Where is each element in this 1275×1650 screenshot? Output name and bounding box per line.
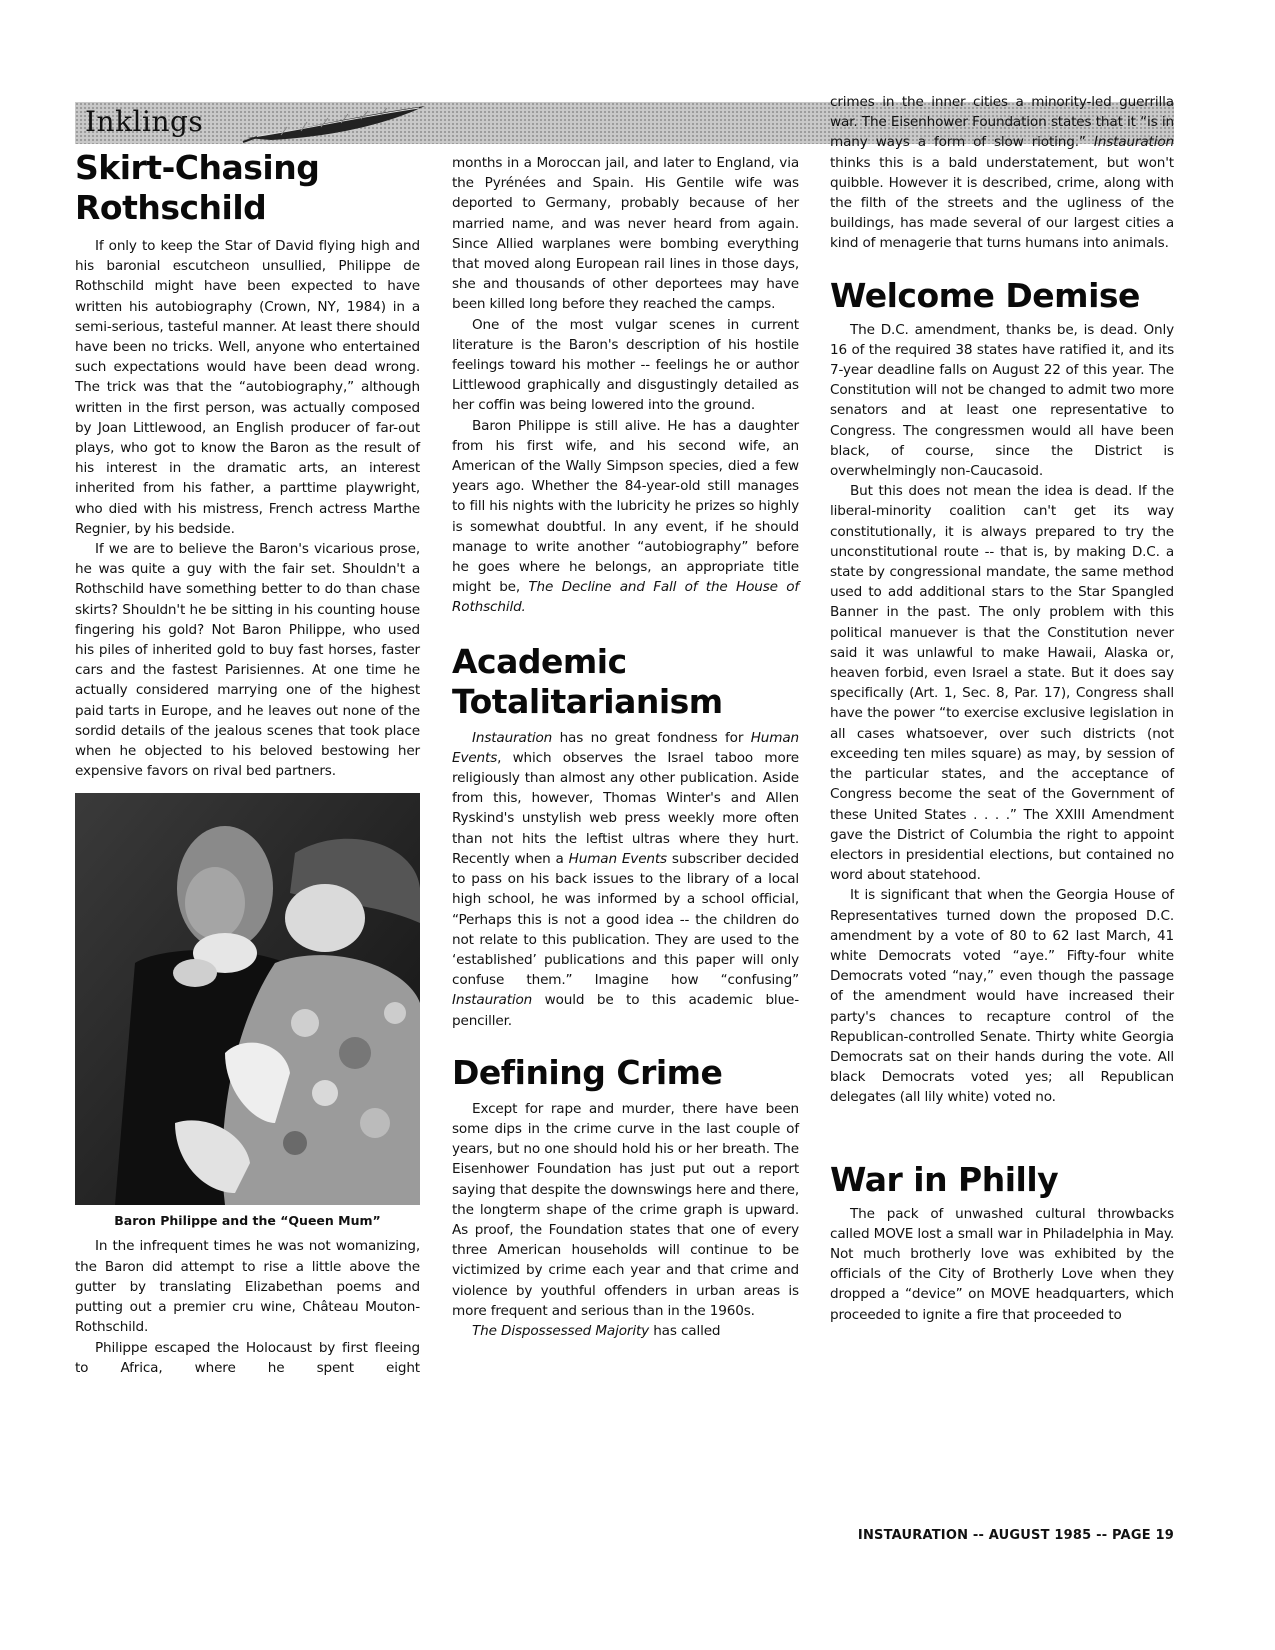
paragraph — [830, 92, 1174, 254]
section-label: Inklings — [85, 105, 204, 138]
paragraph: If we are to believe the Baron's vicarious prose, he was quite a guy with the fair set. Shouldn't a Rothschild have something better to do than chase skirts? Shouldn't he be sitting in his counting house fingering his gold? Not Baron Philippe, who used his piles of inherited gold to buy fast horses, faster cars and the fastest Parisiennes. At one time he actually considered marrying one of the highest paid tarts in Europe, and he leaves out none of the sordid details of the jealous scenes that took place when he objected to his beloved bestowing her expensive favors on rival bed partners. — [75, 541, 420, 780]
quill-icon — [241, 102, 431, 144]
paragraph — [452, 416, 799, 618]
headline-skirt-chasing: Skirt-Chasing Rothschild — [75, 148, 320, 227]
paragraph: In the infrequent times he was not womanizing, the Baron did attempt to rise a little above the gutter by translating Elizabethan poems and putting out a premier cru wine, Château Mouton-Rothschild. — [75, 1238, 420, 1336]
column-2 — [452, 153, 799, 1341]
column-3 — [830, 92, 1174, 1325]
paragraph-text: , which observes the Israel taboo more religiously than almost any other publication. Aside from this, however, Thomas Winter's and Allen Ryskind's unstylish web press weekly more often than not hits the leftist ultras where they hurt. Recently when a — [452, 749, 799, 867]
headline-defining-crime: Defining Crime — [452, 1052, 723, 1092]
page-footer: INSTAURATION -- AUGUST 1985 -- PAGE 19 — [857, 1528, 1174, 1543]
paragraph: Except for rape and murder, there have been some dips in the crime curve in the last couple of years, but no one should hold his or her breath. The Eisenhower Foundation has just put out a report saying that despite the downswings here and there, the longterm shape of the crime graph is upward. As proof, the Foundation states that one of every three American households will continue to be victimized by crime each year and that crime and violence by youthful offenders in urban areas is more frequent and serious than in the 1960s. — [452, 1100, 799, 1319]
column-1 — [75, 148, 420, 1378]
paragraph-text: crimes in the inner cities a minority-led guerrilla war. The Eisenhower Foundation states that it “is in many ways a form of slow rioting.” — [830, 94, 1174, 151]
photo-caption: Baron Philippe and the “Queen Mum” — [114, 1213, 381, 1229]
publication-name: Human Events — [452, 729, 799, 766]
publication-name: Instauration — [1093, 134, 1174, 151]
paragraph-text: would be to this academic blue-penciller. — [452, 992, 799, 1029]
photo-baron — [75, 793, 420, 1205]
headline-academic-totalitarianism: Academic Totalitarianism — [452, 641, 723, 721]
paragraph: If only to keep the Star of David flying high and his baronial escutcheon unsullied, Philippe de Rothschild might have been expected to have written his autobiography (Crown, NY, 1984) in a semi-serious, tasteful manner. At least there should have been no tricks. Well, anyone who entertained such expectations would have been dead wrong. The trick was that the “autobiography,” although written in the first person, was actually composed by Joan Littlewood, an English producer of far-out plays, who got to know the Baron as the result of his interest in the dramatic arts, an interest inherited from his father, a parttime playwright, who died with his mistress, French actress Marthe Regnier, by his bedside. — [75, 238, 420, 537]
paragraph: But this does not mean the idea is dead. If the liberal-minority coalition can't get its way constitutionally, it is always prepared to try the unconstitutional route -- that is, by making D.C. a state by congressional mandate, the same method used to add additional stars to the Star Spangled Banner in the past. The only problem with this political manuever is that the Constitution never said it was unlawful to make Hawaii, Alaska or, heaven forbid, even Israel a state. But it does say specifically (Art. 1, Sec. 8, Par. 17), Congress shall have the power “to exercise exclusive legislation in all cases whatsoever, over such districts (not exceeding ten miles square) as may, by session of the particular states, and the acceptance of Congress become the seat of the Government of these United States . . . .” The XXIII Amendment gave the District of Columbia the right to appoint electors in presidential elections, but contained no word about statehood. — [830, 483, 1174, 884]
headline-welcome-demise: Welcome Demise — [830, 275, 1140, 315]
paragraph — [452, 1321, 799, 1341]
book-title: The Decline and Fall of the House of Rothschild. — [452, 579, 799, 616]
paragraph: It is significant that when the Georgia House of Representatives turned down the proposed D.C. amendment by a vote of 80 to 62 last March, 41 white Democrats voted “aye.” Fifty-four white Democrats voted “nay,” even though the passage of the amendment would have increased their party's chances to recapture control of the Republican-controlled Senate. Thirty white Georgia Democrats sat on their hands during the vote. All black Democrats voted yes; all Republican delegates (all lily white) voted no. — [830, 887, 1174, 1106]
paragraph-text: has no great fondness for — [552, 729, 751, 746]
book-title: The Dispossessed Majority — [472, 1322, 650, 1339]
paragraph: months in a Moroccan jail, and later to England, via the Pyrénées and Spain. His Gentile wife was deported to Germany, probably because of her married name, and was never heard from again. Since Allied warplanes were bombing everything that moved along European rail lines in those days, she and thousands of other deportees may have been killed long before they reached the camps. — [452, 155, 799, 313]
publication-name: Instauration — [452, 992, 533, 1009]
paragraph — [452, 728, 799, 1031]
paragraph-text: subscriber decided to pass on his back issues to the library of a local high school, he was informed by a school official, “Perhaps this is not a good idea -- the children do not relate to this publication. They are used to the ‘established’ publications and this paper will only confuse them.” Imagine how “confusing” — [452, 850, 799, 989]
paragraph-text: has called — [649, 1322, 721, 1339]
paragraph-text: thinks this is a bald understatement, but won't quibble. However it is described, crime, along with the filth of the streets and the ugliness of the buildings, has made several of our largest cities a kind of menagerie that turns humans into animals. — [830, 154, 1174, 252]
paragraph: Philippe escaped the Holocaust by first fleeing to Africa, where he spent eight — [75, 1339, 420, 1376]
paragraph-text: Baron Philippe is still alive. He has a daughter from his first wife, and his second wife, an American of the Wally Simpson species, died a few years ago. Whether the 84-year-old still manages to fill his nights with the lubricity he prizes so highly is somewhat doubtful. In any event, if he should manage to write another “autobiography” before he goes where he belongs, an appropriate title might be, — [452, 417, 799, 596]
publication-name: Human Events — [568, 850, 667, 867]
paragraph: One of the most vulgar scenes in current literature is the Baron's description of his hostile feelings toward his mother -- feelings he or author Littlewood graphically and disgustingly detailed as her coffin was being lowered into the ground. — [452, 316, 799, 414]
paragraph: The D.C. amendment, thanks be, is dead. Only 16 of the required 38 states have ratified it, and its 7-year deadline falls on August 22 of this year. The Constitution will not be changed to admit two more senators and at least one representative to Congress. The congressmen would all have been black, of course, since the District is overwhelmingly non-Caucasoid. — [830, 321, 1174, 480]
headline-war-in-philly: War in Philly — [830, 1159, 1059, 1199]
publication-name: Instauration — [472, 729, 553, 746]
paragraph: The pack of unwashed cultural throwbacks called MOVE lost a small war in Philadelphia in May. Not much brotherly love was exhibited by the officials of the City of Brotherly Love when they dropped a “device” on MOVE headquarters, which proceeded to ignite a fire that proceeded to — [830, 1205, 1174, 1323]
